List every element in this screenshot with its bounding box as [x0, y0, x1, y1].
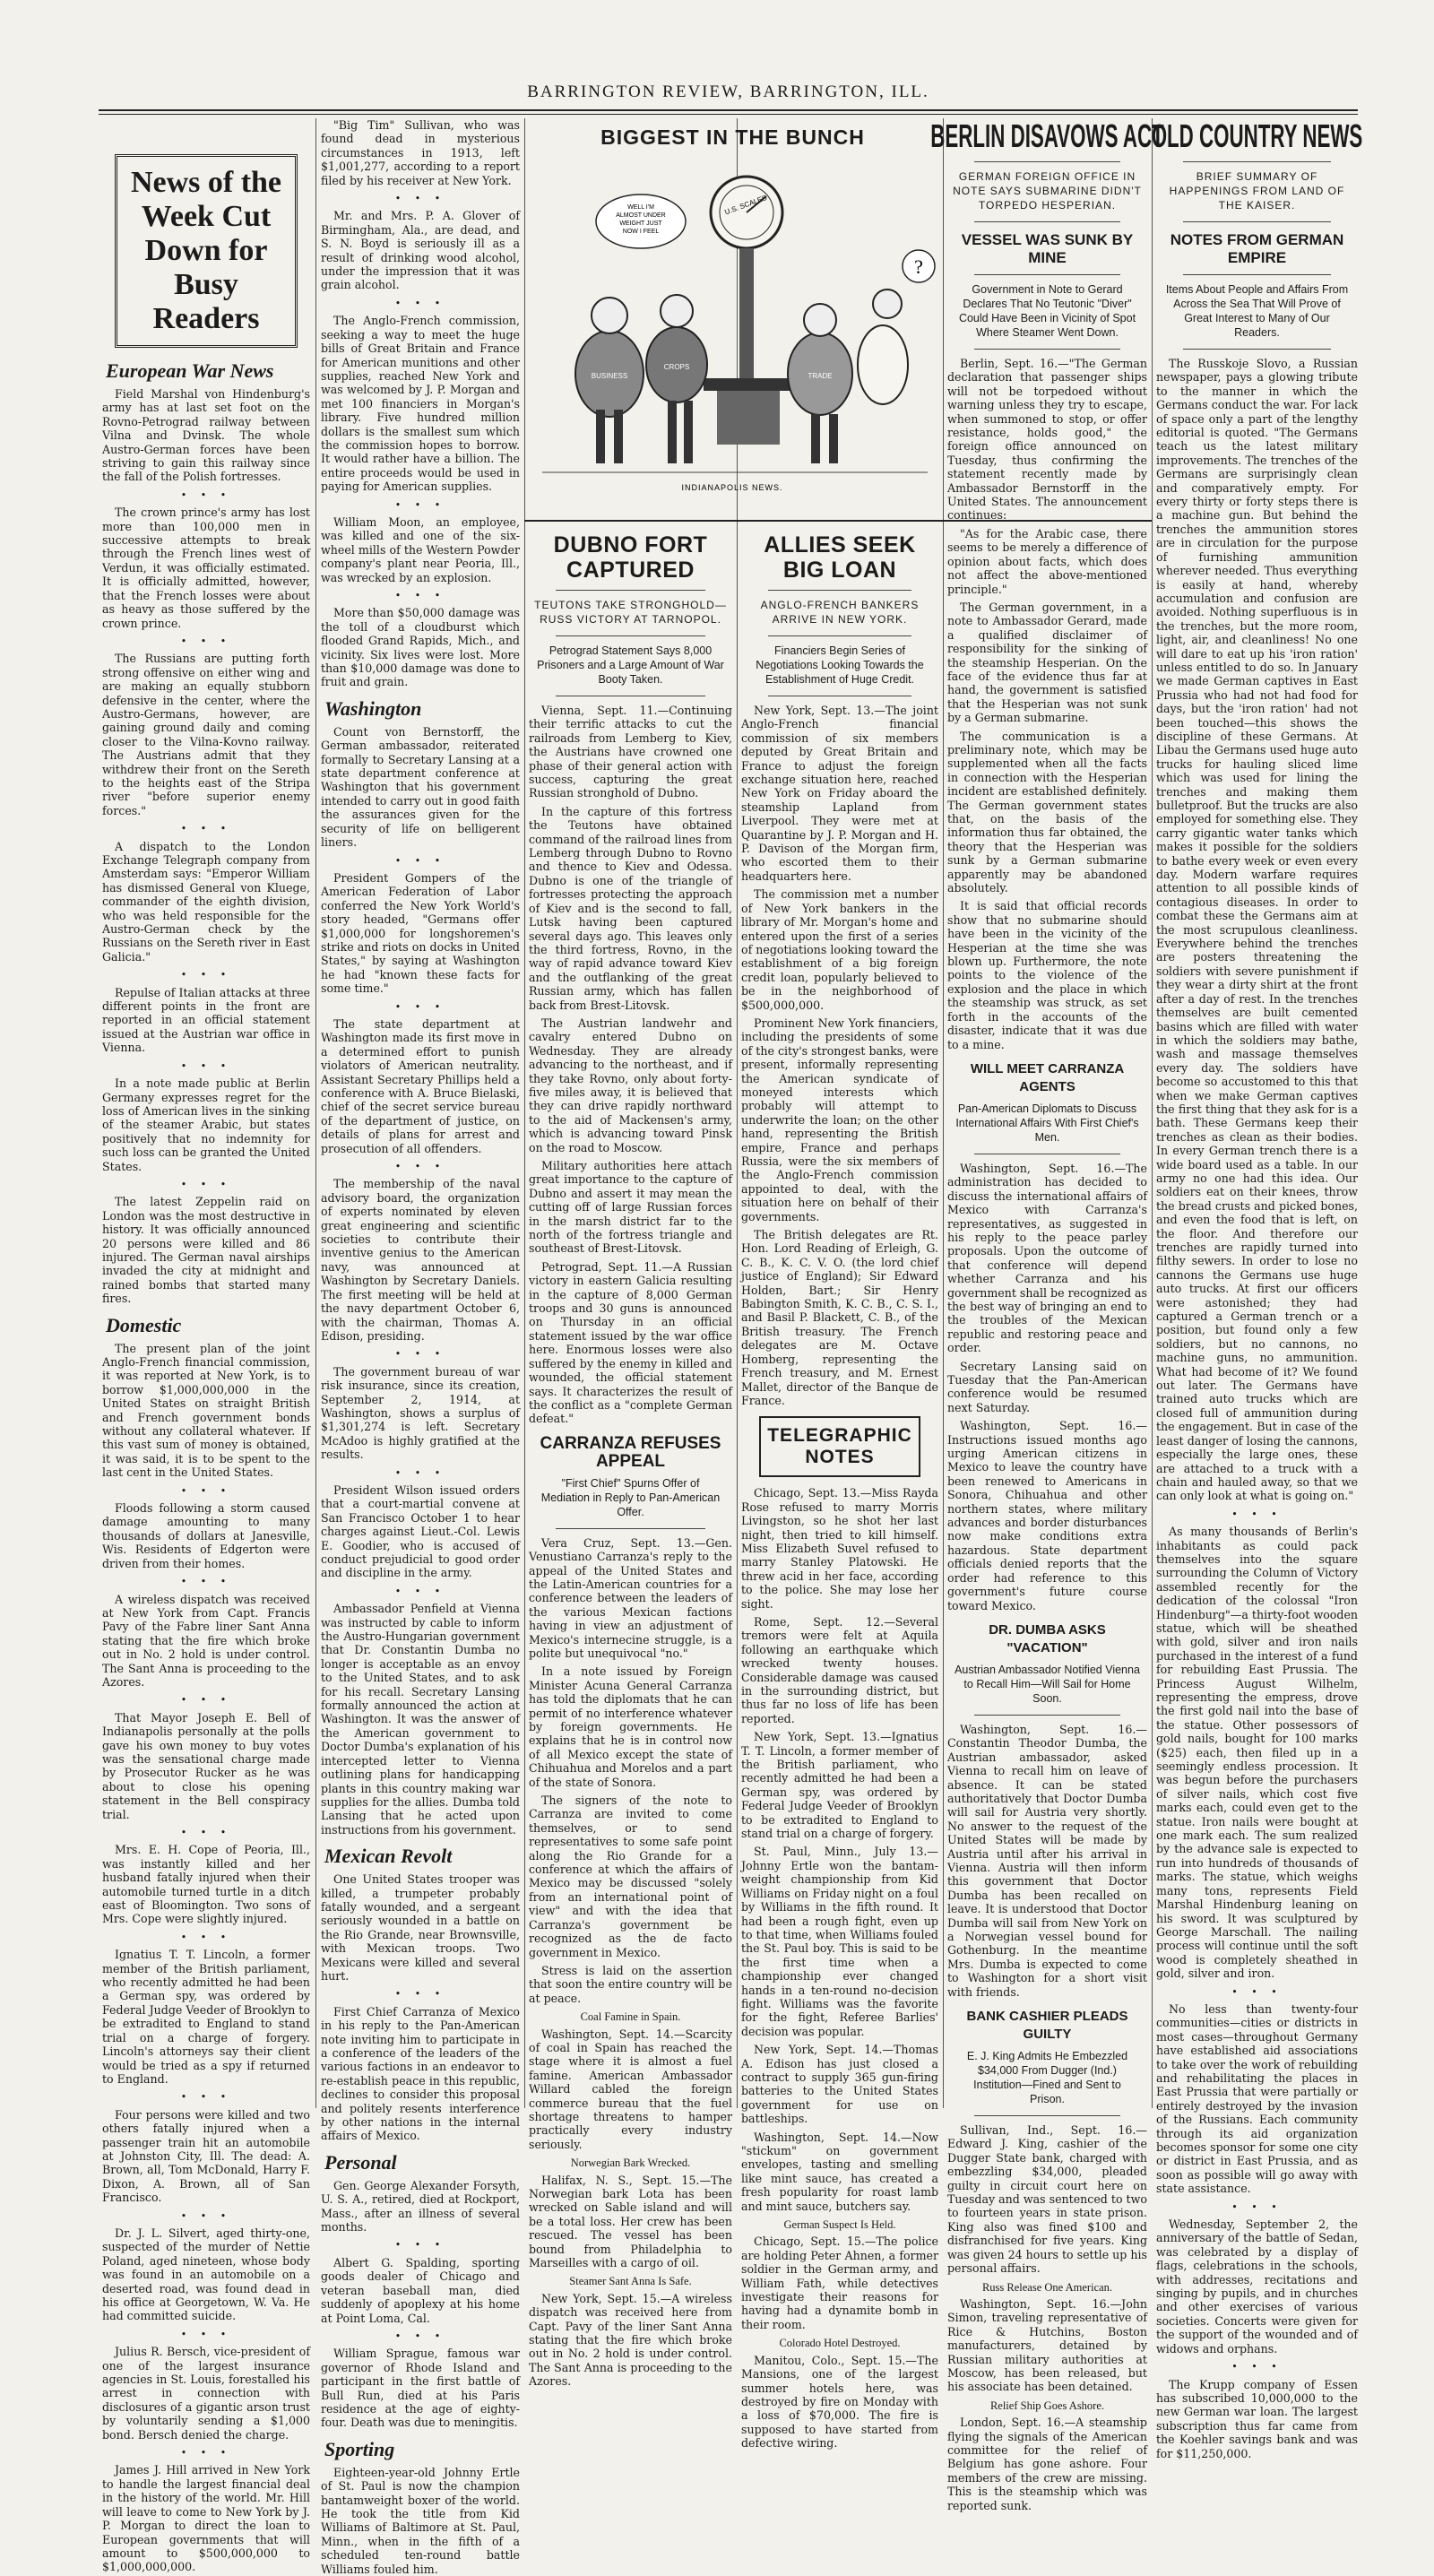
- deck: Government in Note to Gerard Declares That No Teutonic "Diver" Could Have Been in Vicinity of Spot Where Steamer Went Down.: [958, 283, 1136, 339]
- article-paragraph: New York, Sept. 13.—Ignatius T. T. Lincoln, a former member of the British parliament, who recently admitted he had been a German spy, was ordered by Federal Judge Veeder of Brooklyn to be extradited to England to stand trial on a charge of forgery.: [741, 1730, 938, 1841]
- article-paragraph: The Russians are putting forth strong offensive on either wing and are making an equally stubborn defensive in the center, where the Austro-Germans, however, are gaining ground daily and coming closer to the Vilna-Kovno railway. The Austrians admit that they withdrew their front on the Sereth to the heights east of the Stripa river "before superior enemy forces.": [102, 652, 310, 817]
- article-paragraph: Four persons were killed and two others fatally injured when a passenger train hit an automobile at Johnston City, Ill. The dead: A. Brown, all, Tom McDonald, Harry F. Dixon, A. Brown, all of San Francisco.: [102, 2107, 310, 2205]
- box-line: Down for: [144, 234, 268, 267]
- cartoon-illustration: [524, 150, 941, 508]
- article-paragraph: The German government, in a note to Ambassador Gerard, made a qualified disclaimer of responsibility for the sinking of the steamship Hesperian. On the face of the evidence thus far at hand, the government is satisfied that the Hesperian was not sunk by a German submarine.: [947, 600, 1147, 725]
- separator-dots: • • •: [180, 1576, 232, 1588]
- separator-dots: • • •: [1231, 1985, 1283, 1998]
- article-paragraph: Manitou, Colo., Sept. 15.—The Mansions, one of the largest summer hotels here, was destroyed by fire on Monday with a loss of $70,000. The fire is supposed to have started from defective wiring.: [741, 2353, 938, 2451]
- box-line: News of the: [130, 166, 282, 199]
- article-paragraph: William Moon, an employee, was killed and one of the six-wheel mills of the Western Powder company's plant near Peoria, Ill., was wrecked by an explosion.: [321, 514, 520, 584]
- separator-dots: • • •: [394, 193, 446, 205]
- section-heading: Sporting: [324, 2437, 395, 2460]
- article-paragraph: Stress is laid on the assertion that soon the entire country will be at peace.: [529, 1963, 732, 2005]
- item-heading: Colorado Hotel Destroyed.: [779, 2337, 901, 2350]
- section-heading: Domestic: [106, 1313, 182, 1336]
- article-paragraph: Gen. George Alexander Forsyth, U. S. A., retired, died at Rockport, Mass., after an illness of several months.: [321, 2178, 520, 2235]
- article-paragraph: The Krupp company of Essen has subscribed 10,000,000 to the new German war loan. The largest subscription thus far came from the Koehler savings bank and was for $11,250,000.: [1156, 2377, 1358, 2460]
- subheadline: GERMAN FOREIGN OFFICE IN NOTE SAYS SUBMARINE DIDN'T TORPEDO HESPERIAN.: [953, 170, 1142, 212]
- article-paragraph: "As for the Arabic case, there seems to be merely a difference of opinion about facts, which does not affect the above-mentioned principle.": [947, 526, 1147, 596]
- cartoon-credit: INDIANAPOLIS NEWS.: [681, 483, 783, 492]
- separator-dots: • • •: [180, 2209, 232, 2222]
- item-heading: Russ Release One American.: [981, 2280, 1113, 2294]
- article-paragraph: Washington, Sept. 16.—The administration has decided to discuss the international affairs of Mexico with Carranza's representatives, as suggested in his reply to the peace parley proposals. Upon the outcome of that conference will depend whether Carranza and his government shall be recognized as the best way of bringing an end to the troubles of the Mexican republic and restoring peace and order.: [947, 1161, 1148, 1355]
- article-paragraph: The membership of the naval advisory board, the organization of experts nominated by eleven great engineering and scientific societies to contribute their inventive genius to the American navy, was announced at Washington by Secretary Daniels. The first meeting will be held at the navy department October 6, with the chairman, Thomas A. Edison, presiding.: [321, 1177, 520, 1343]
- section-heading: European War News: [106, 359, 274, 382]
- article-paragraph: New York, Sept. 14.—Thomas A. Edison has just closed a contract to supply 365 gun-firing batteries to the United States government for use on battleships.: [741, 2043, 938, 2126]
- article-paragraph: President Gompers of the American Federation of Labor conferred the New York World's story headed, "Germans offer $1,000,000 for longshoremen's strike and riots on docks in United States," by saying at Washington he had "known these facts for some time.": [321, 870, 520, 996]
- headline: NOTES FROM GERMAN EMPIRE: [1170, 231, 1344, 266]
- article-paragraph: Washington, Sept. 16.—John Simon, traveling representative of Rice & Hutchins, Boston manufacturers, detained by Russian military authorities at Moscow, has been released, but his associate has been detained.: [947, 2296, 1147, 2394]
- article-paragraph: A dispatch to the London Exchange Telegraph company from Amsterdam says: "Emperor William has dismissed General von Kluege, commander of the eighth division, who was held responsible for the Austro-German check by the Russians on the Sereth river in East Galicia.": [102, 839, 310, 964]
- separator-dots: • • •: [394, 2239, 446, 2252]
- column-1: [102, 118, 310, 2574]
- article-paragraph: As many thousands of Berlin's inhabitants as could pack themselves into the square surrounding the Column of Victory assembled recently for the dedication of the colossal "Iron Hindenburg"—a thirty-foot wooden statue, which will be sheathed with gold, silver and iron nails purchased in the interest of a fund for rebuilding East Prussia. The Princess August Wilhelm, representing the empress, drove the first gold nail into the base of the statue. Other possessors of gold nails, bought for 100 marks ($25) each, then filed up in a seemingly endless procession. It was begun before the purchasers of silver nails, which cost five marks each, could even get to the statue. Iron nails were bought at one mark each. The sum realized by the advance sale is expected to run into hundreds of thousands of marks. The statue, which weighs many tons, represents Field Marshal Hindenburg leaning on his sword. It was sculptured by George Marschall. The nailing process will continue until the soft wood is completely sheathed in gold, silver and iron.: [1156, 1525, 1359, 1981]
- headline: ALLIES SEEK BIG LOAN: [764, 532, 916, 583]
- separator-dots: • • •: [394, 1466, 446, 1479]
- article-paragraph: Petrograd, Sept. 11.—A Russian victory in eastern Galicia resulting in the capture of 8,000 German troops and 30 guns is announced on Thursday in an official statement issued by the war office here. Enormous losses were also suffered by the enemy in killed and wounded, the official statement says. It characterizes the result of the conflict as a "complete German defeat.": [529, 1259, 732, 1426]
- head-rule: [974, 2115, 1120, 2116]
- column-4: [741, 527, 938, 2451]
- column-2: [321, 118, 520, 2576]
- question-mark: ?: [914, 255, 923, 278]
- article-paragraph: No less than twenty-four communities—cities or districts in most cases—throughout Germany have established aid associations to take over the work of rebuilding and rehabilitating the places in East Prussia that were partially or entirely destroyed by the invasion of the Russians. Each community through its aid organization becomes sponsor for some one city or district in East Prussia, and as soon as possible will go away with state assistance.: [1156, 2001, 1358, 2196]
- news-box-heading: [115, 154, 298, 348]
- article-paragraph: The state department at Washington made its first move in a determined effort to punish violators of American neutrality. Assistant Secretary Phillips held a conference with A. Bruce Bielaski, chief of the secret service bureau of the department of justice, on details of plans for arrest and prosecution of all offenders.: [321, 1016, 520, 1155]
- masthead-rule: [99, 109, 1358, 111]
- article-paragraph: Sullivan, Ind., Sept. 16.—Edward J. King, cashier of the Dugger State bank, charged with embezzling $34,000, pleaded guilty in circuit court here on Tuesday and was sentenced to two to fourteen years in state prison. King also was fined $100 and disfranchised for five years. King was given 24 hours to settle up his personal affairs.: [947, 2123, 1147, 2276]
- article-paragraph: President Wilson issued orders that a court-martial convene at San Francisco October 1 to hear charges against Lieut.-Col. Lewis E. Goodier, who is accused of conduct prejudicial to good order and discipline in the army.: [321, 1482, 520, 1580]
- article-paragraph: The present plan of the joint Anglo-French financial commission, it was reported at New York, is to borrow $1,000,000,000 in the United States on straight British and French government bonds without any collateral whatever. If this vast sum of money is obtained, it was said, it is to be spent to the last cent in the United States.: [102, 1341, 310, 1480]
- head-rule: [768, 590, 911, 591]
- column-divider: [943, 118, 944, 2108]
- article-paragraph: Military authorities here attach great importance to the capture of Dubno and assert it may mean the cutting off of large Russian forces in the marsh district far to the north of the fortress triangle and southeast of Brest-Litovsk.: [529, 1159, 732, 1256]
- article-paragraph: London, Sept. 16.—A steamship flying the signals of the American committee for the relief of Belgium has gone ashore. Four members of the crew are missing. This is the steamship which was reported sunk.: [947, 2416, 1147, 2512]
- article-paragraph: "Big Tim" Sullivan, who was found dead in mysterious circumstances in 1913, left $1,001,277, according to a report filed by his receiver at New York.: [321, 118, 520, 187]
- article-paragraph: Floods following a storm caused damage amounting to many thousands of dollars at Janesville, Wis. Residents of Edgerton were driven from their homes.: [102, 1501, 310, 1570]
- separator-dots: • • •: [180, 1484, 232, 1497]
- article-paragraph: The Russkoje Slovo, a Russian newspaper, pays a glowing tribute to the manner in which the Germans conduct the war. For lack of space only a part of the lengthy editorial is quoted. "The Germans teach us the latest military improvements. The trenches of the Germans are surprisingly clean and comparatively empty. For every thirty or forty steps there is a machine gun. But behind the trenches the ammunition stores are in circulation for the purpose of furnishing ammunition wherever needed. Thus everything is easily at hand, whereby accumulation and confusion are avoided. Nothing superfluous is in the trenches, but the more room, light, air, and cleanliness! No one will dare to eat up his 'iron ration' unless entitled to do so. In January we made German captives in East Prussia who had not had food for days, but the 'iron ration' had not been touched—this shows the discipline of these Germans. At Libau the Germans used huge auto trucks for hauling sliced lime which was used for lining the trenches and making them bulletproof. But the trucks are also employed for something else. They carry gigantic water tanks which makes it possible for the soldiers to bathe every week or even every day. Modern warfare requires attention to all possible kinds of contagious diseases. In order to combat these the Germans aim at the most scrupulous cleanliness. Everywhere behind the trenches are posters threatening the soldiers with severe punishment if they wear a dirty shirt at the front after a day of rest. In the trenches themselves are built cemented basins which are filled with water in which the soldiers may bathe, wash and massage themselves every day. The soldiers have become so accustomed to this that when we make German captives the first thing that they ask for is a bath. These Germans keep their trenches as clean as their bodies. In every German trench there is a wide board used as a table. In our army no one had this idea. Our soldiers eat on their knees, throw the bread crusts and picked bones, and even the food that is left, on the floor. And therefore our trenches are rapidly turned into filthy sewers. In order to lose no cannons the Germans use huge auto trucks. At first our officers were astonished; they had captured a German trench or a position, but found only a few soldiers, but no cannons, no machine guns, no ammunition. What had become of it? We found out later. The Germans have trained auto trucks which are closed full of ammunition during the engagement. But in case of the least danger of losing the cannons, especially the large ones, these are attached to a truck with a chain and hauled away, so that we can only look at what is going on.": [1156, 357, 1358, 1503]
- article-paragraph: One United States trooper was killed, a trumpeter probably fatally wounded, and a sergeant seriously wounded in a battle on the Rio Grande, near Brownsville, with Mexican troops. Two Mexicans were killed and several hurt.: [321, 1872, 520, 1983]
- separator-dots: • • •: [1231, 2200, 1283, 2213]
- scale-icon: [704, 177, 793, 445]
- item-heading: Norwegian Bark Wrecked.: [570, 2157, 691, 2170]
- masthead: BARRINGTON REVIEW, BARRINGTON, ILL.: [527, 82, 929, 101]
- deck: Financiers Begin Series of Negotiations Looking Towards the Establishment of Huge Credit.: [756, 644, 924, 686]
- headline: VESSEL WAS SUNK BY MINE: [961, 231, 1134, 266]
- sack-label: CROPS: [663, 363, 690, 371]
- separator-dots: • • •: [394, 297, 446, 309]
- article-paragraph: A wireless dispatch was received at New York from Capt. Francis Pavy of the Fabre liner Sant Anna stating that the fire which broke out in No. 2 hold is under control. The Sant Anna is proceeding to the Azores.: [102, 1592, 310, 1689]
- deck: Petrograd Statement Says 8,000 Prisoners and a Large Amount of War Booty Taken.: [537, 644, 724, 686]
- column-divider: [315, 118, 316, 2108]
- head-rule: [1183, 161, 1331, 162]
- article-paragraph: Washington, Sept. 16.—Instructions issued months ago urging American citizens in Mexico to leave the country have been renewed to Americans in Sonora, Chihuahua and other northern states, where military advances and border disturbances now make conditions extra hazardous. State department officials denied reports that the order had reference to this government's future course toward Mexico.: [947, 1419, 1147, 1612]
- article-paragraph: First Chief Carranza of Mexico in his reply to the Pan-American note inviting him to participate in a conference of the leaders of the various factions in an endeavor to re-establish peace in this republic, declines to consider this proposal and politely resents interference by other nations in the internal affairs of Mexico.: [321, 2004, 520, 2143]
- article-paragraph: The crown prince's army has lost more than 100,000 men in successive attempts to break through the French lines west of Verdun, it was officially estimated. It is officially admitted, however, that the French losses were about as heavy as those suffered by the crown prince.: [102, 506, 310, 630]
- column-6: [1151, 117, 1363, 2460]
- separator-dots: • • •: [394, 498, 446, 511]
- article-paragraph: New York, Sept. 15.—A wireless dispatch was received here from Capt. Pavy of the liner Sant Anna stating that the fire which broke out in No. 2 hold is under control. The Sant Anna is proceeding to the Azores.: [529, 2291, 732, 2389]
- item-heading: Steamer Sant Anna Is Safe.: [569, 2275, 692, 2288]
- article-paragraph: Halifax, N. S., Sept. 15.—The Norwegian bark Lota has been wrecked on Sable island and will be a total loss. Her crew has been rescued. The vessel has been bound from Philadelphia to Marseilles with a cargo of oil.: [529, 2173, 732, 2270]
- article-paragraph: New York, Sept. 13.—The joint Anglo-French financial commission of six members deputed by Great Britain and France to adjust the foreign exchange situation here, reached New York on Friday aboard the steamship Lapland from Liverpool. They were met at Quarantine by J. P. Morgan and H. P. Davison of the Morgan firm, who escorted them to their headquarters here.: [741, 704, 938, 883]
- separator-dots: • • •: [394, 854, 446, 867]
- article-paragraph: The British delegates are Rt. Hon. Lord Reading of Erleigh, G. C. B., K. C. V. O. (the lord chief justice of England); Sir Edward Holden, Bart.; Sir Henry Babington Smith, K. C. B., C. S. I., and Basil P. Blackett, C. B., of the British treasury. The French delegates are M. Octave Homberg, representing the French treasury, and M. Ernest Mallet, director of the Banque de France.: [741, 1228, 938, 1407]
- article-paragraph: The Austrian landwehr and cavalry entered Dubno on Wednesday. They are already advancing to the northeast, and if they take Rovno, only about forty-five miles away, it is believed that they can drive rapidly northward to the aid of Mackensen's army, which is advancing toward Pinsk on the road to Moscow.: [529, 1016, 732, 1154]
- separator-dots: • • •: [180, 1178, 232, 1190]
- deck: Pan-American Diplomats to Discuss International Affairs With First Chief's Men.: [955, 1102, 1139, 1144]
- article-paragraph: The commission met a number of New York bankers in the library of Mr. Morgan's home and entered upon the first of a series of negotiations looking toward the establishment of a big foreign credit loan, popularly believed to be in the neighborhood of $500,000,000.: [741, 887, 938, 1012]
- masthead-rule-thin: [99, 114, 1358, 115]
- column-5: [930, 117, 1164, 2512]
- editorial-cartoon: [524, 125, 941, 515]
- article-paragraph: The signers of the note to Carranza are invited to come themselves, or to send representatives to some safe point along the Rio Grande for a conference at which the affairs of Mexico may be discussed "solely from an international point of view" and with the idea that Carranza's government be recognized as the de facto government in Mexico.: [529, 1794, 732, 1959]
- article-paragraph: Ignatius T. T. Lincoln, a former member of the British parliament, who recently admitted he had been a German spy, was ordered by Federal Judge Veeder of Brooklyn to be extradited to England to stand trial on a charge of forgery. Lincoln's attorneys say their client would be tried as a spy if returned to England.: [102, 1948, 310, 2086]
- headline: CARRANZA REFUSES APPEAL: [540, 1433, 721, 1471]
- separator-dots: • • •: [180, 2447, 232, 2459]
- separator-dots: • • •: [180, 488, 232, 501]
- separator-dots: • • •: [180, 823, 232, 835]
- article-paragraph: Washington, Sept. 16.—Constantin Theodor Dumba, the Austrian ambassador, asked Vienna to recall him on leave of absence. It can be stated authoritatively that Doctor Dumba will sail for Austria very shortly. No answer to the request of the United States will be made by Austria until after his arrival in Vienna. Austria will then inform this government that Doctor Dumba has been recalled on leave. It is understood that Doctor Dumba will sail from New York on a Norwegian vessel bound for Gothenburg. In the meantime Mrs. Dumba is expected to come to Washington for a short visit with friends.: [947, 1722, 1147, 1999]
- bubble-line: ALMOST UNDER: [616, 212, 666, 219]
- separator-dots: • • •: [180, 1694, 232, 1707]
- article-paragraph: The communication is a preliminary note, which may be supplemented when all the facts in connection with the Hesperian incident are established definitely. The German government states that, on the basis of the information thus far obtained, the theory that the Hesperian was sunk by a German submarine apparently may be abandoned absolutely.: [947, 729, 1147, 895]
- head-rule: [556, 590, 705, 591]
- telegraphic-notes-box: [759, 1416, 920, 1477]
- subheadline: BRIEF SUMMARY OF HAPPENINGS FROM LAND OF THE KAISER.: [1169, 170, 1345, 212]
- separator-dots: • • •: [1231, 1508, 1283, 1520]
- article-paragraph: In a note issued by Foreign Minister Acuna General Carranza has told the diplomats that he can permit of no interference whatever by foreign governments. He explains that he is in control now of all Mexico except the state of Chihuahua and Morelos and a part of the state of Sonora.: [529, 1664, 732, 1789]
- head-rule: [974, 274, 1120, 275]
- article-paragraph: The Anglo-French commission, seeking a way to meet the huge bills of Great Britain and France for American munitions and other supplies, reached New York and was welcomed by J. P. Morgan and met 100 financiers in Morgan's library. Five hundred million dollars is the smallest sum which the commission hopes to borrow. It would rather have a billion. The entire proceeds would be used in paying for American supplies.: [321, 314, 520, 494]
- article-paragraph: Albert G. Spalding, sporting goods dealer of Chicago and veteran baseball man, died suddenly of apoplexy at his home at Point Loma, Cal.: [321, 2255, 520, 2325]
- article-paragraph: That Mayor Joseph E. Bell of Indianapolis personally at the polls gave his own money to buy votes was the sensational charge made by Prosecutor Rucker as he was about to close his opening statement in the Bell conspiracy trial.: [102, 1710, 310, 1821]
- head-rule: [768, 635, 911, 636]
- separator-dots: • • •: [180, 2091, 232, 2104]
- article-paragraph: Berlin, Sept. 16.—"The German declaration that passenger ships will not be torpedoed without warning unless they try to escape, when summoned to stop, or offer resistance, holds good," the foreign office announced on Tuesday, thus confirming the statement recently made by Ambassador Bernstorff in the United States. The announcement continues:: [947, 357, 1147, 523]
- article-paragraph: William Sprague, famous war governor of Rhode Island and participant in the first battle of Bull Run, died at his Paris residence at the age of eighty-four. Death was due to meningitis.: [321, 2347, 520, 2430]
- head-rule: [1183, 274, 1331, 275]
- sack-label: TRADE: [808, 372, 833, 380]
- head-rule: [556, 1528, 705, 1529]
- bubble-line: WELL I'M: [627, 204, 654, 211]
- article-paragraph: In a note made public at Berlin Germany expresses regret for the loss of American lives in the sinking of the steamer Arabic, but states positively that no indemnity for such loss can be granted the United States.: [102, 1076, 310, 1173]
- head-rule: [974, 349, 1120, 350]
- column-divider: [1152, 118, 1153, 2108]
- section-heading: Mexican Revolt: [324, 1845, 453, 1868]
- headline: DR. DUMBA ASKS "VACATION": [989, 1621, 1106, 1655]
- separator-dots: • • •: [180, 2328, 232, 2340]
- article-paragraph: Mrs. E. H. Cope of Peoria, Ill., was instantly killed and her husband fatally injured when their automobile turned turtle in a ditch east of Bloomington. Two sons of Mrs. Cope were slightly injured.: [102, 1843, 310, 1926]
- article-paragraph: James J. Hill arrived in New York to handle the largest financial deal in the history of the world. Mr. Hill will leave to come to New York by J. P. Morgan to direct the loan to European governments that will amount to $500,000,000 to $1,000,000,000.: [102, 2463, 310, 2574]
- headline: BANK CASHIER PLEADS GUILTY: [966, 2009, 1128, 2043]
- article-paragraph: Vienna, Sept. 11.—Continuing their terrific attacks to cut the railroads from Lemberg to Kiev, the Austrians have crowned one phase of their general action with success, capturing the great Russian stronghold of Dubno.: [529, 704, 732, 800]
- box-line: Busy Readers: [152, 268, 260, 335]
- separator-dots: • • •: [394, 1161, 446, 1173]
- section-heading: Washington: [324, 696, 422, 720]
- headline: OLD COUNTRY NEWS: [1151, 117, 1363, 154]
- head-rule: [556, 635, 705, 636]
- separator-dots: • • •: [1231, 2361, 1283, 2373]
- article-paragraph: Field Marshal von Hindenburg's army has at last set foot on the Rovno-Petrograd railway between Vilna and Dvinsk. The whole Austro-German forces have been striving to gain this railway since the fall of the Polish fortresses.: [102, 387, 310, 484]
- separator-dots: • • •: [180, 1059, 232, 1072]
- bubble-line: NOW I FEEL: [622, 229, 660, 235]
- sack-label: BUSINESS: [591, 372, 628, 380]
- separator-dots: • • •: [394, 1988, 446, 2001]
- article-paragraph: Chicago, Sept. 15.—The police are holding Peter Ahnen, a former soldier in the German army, and William Fath, while detectives investigate their reasons for having had a dynamite bomb in their room.: [741, 2235, 938, 2331]
- separator-dots: • • •: [180, 969, 232, 981]
- article-paragraph: Repulse of Italian attacks at three different points in the front are reported in an official statement issued at the Austrian war office in Vienna.: [102, 985, 310, 1055]
- article-paragraph: More than $50,000 damage was the toll of a cloudburst which flooded Grand Rapids, Mich., and vicinity. Six lives were lost. More than $10,000 damage was done to fruit and grain.: [321, 606, 520, 689]
- article-paragraph: Eighteen-year-old Johnny Ertle of St. Paul is now the champion bantamweight boxer of the world. He took the title from Kid Williams of Baltimore at St. Paul, Minn., when in the fifth of a scheduled ten-round battle Williams fouled him.: [321, 2465, 520, 2576]
- scale-label: U.S. SCALES: [723, 193, 768, 217]
- article-paragraph: Mr. and Mrs. P. A. Glover of Birmingham, Ala., are dead, and S. N. Boyd is seriously ill as a result of drinking wood alcohol, under the impression that it was grain alcohol.: [321, 209, 520, 292]
- article-paragraph: In the capture of this fortress the Teutons have obtained command of the railroad lines from Lemberg through Dubno to Rovno and thence to Kiev and Odessa. Dubno is one of the triangle of fortresses protecting the approach of Kiev and is the second to fall, Lutsk having been captured several days ago. This leaves only the third fortress, Rovno, in the way of rapid advance toward Kiev and the outflanking of the great Russian army, which has fallen back from Brest-Litovsk.: [529, 804, 732, 1012]
- item-heading: Coal Famine in Spain.: [580, 2010, 681, 2024]
- box-line: TELEGRAPHIC: [767, 1425, 912, 1447]
- item-heading: Relief Ship Goes Ashore.: [989, 2399, 1105, 2412]
- headline: BERLIN DISAVOWS ACT: [930, 117, 1164, 154]
- article-paragraph: The latest Zeppelin raid on London was the most destructive in history. It was officially announced 20 persons were killed and 86 injured. The German naval airships invaded the city at midnight and rained bombs that started many fires.: [102, 1195, 310, 1306]
- article-paragraph: Washington, Sept. 14.—Now "stickum" on government envelopes, tasting and smelling like mint sauce, has created a fresh popularity for roast lamb and mint sauce, butchers say.: [741, 2130, 938, 2213]
- separator-dots: • • •: [394, 590, 446, 601]
- article-paragraph: Rome, Sept. 12.—Several tremors were felt at Aquila following an earthquake which wrecked twenty houses. Considerable damage was caused in the surrounding district, but thus far no loss of life has been reported.: [741, 1614, 938, 1725]
- head-rule: [1183, 349, 1331, 350]
- head-rule: [974, 161, 1120, 162]
- head-rule: [974, 221, 1120, 222]
- article-paragraph: Wednesday, September 2, the anniversary of the battle of Sedan, was celebrated by a display of flags, celebrations in the schools, with addresses, recitations and singing by pupils, and in churches and other exercises of various societies. Concerts were given for the support of the wounded and of widows and orphans.: [1156, 2217, 1358, 2356]
- item-heading: German Suspect Is Held.: [783, 2218, 896, 2232]
- separator-dots: • • •: [180, 1931, 232, 1943]
- article-paragraph: St. Paul, Minn., July 13.—Johnny Ertle won the bantam-weight championship from Kid Williams on Friday night on a foul by Williams in the fifth round. It had been a rough fight, even up to that time, when Williams fouled the St. Paul boy. This is said to be the first time when a championship ever changed hands in a ten-round no-decision fight. Williams was the favorite for the fight, Referee Barlies' decision was popular.: [741, 1845, 938, 2038]
- separator-dots: • • •: [394, 1000, 446, 1013]
- headline: WILL MEET CARRANZA AGENTS: [970, 1060, 1125, 1094]
- article-paragraph: Dr. J. L. Silvert, aged thirty-one, suspected of the murder of Nettie Poland, aged nineteen, whose body was found in an automobile on a deserted road, was found dead in his office at Georgetown, W. Va. He had committed suicide.: [102, 2226, 310, 2323]
- article-paragraph: Julius R. Bersch, vice-president of one of the largest insurance agencies in St. Louis, forestalled his arrest in connection with disclosures of a gigantic arson trust by voluntarily sending a $1,000 bond. Bersch denied the charge.: [102, 2345, 310, 2442]
- separator-dots: • • •: [394, 1585, 446, 1597]
- article-paragraph: Count von Bernstorff, the German ambassador, reiterated formally to Secretary Lansing at a state department conference at Washington that his government intended to carry out in good faith the assurances given for the security of life on belligerent liners.: [321, 724, 520, 850]
- article-paragraph: It is said that official records show that no submarine should have been in the vicinity of the Hesperian at the time she was blown up. Furthermore, the note points to the violence of the explosion and the place in which the steamship was struck, as set forth in the accounts of the disaster, indicate that it was due to a mine.: [947, 899, 1147, 1051]
- deck: Austrian Ambassador Notified Vienna to Recall Him—Will Sail for Home Soon.: [955, 1663, 1140, 1705]
- article-paragraph: Washington, Sept. 14.—Scarcity of coal in Spain has reached the stage where it is almost a fuel famine. American Ambassador Willard cabled the foreign commerce bureau that the fuel shortage threatens to hamper practically every industry seriously.: [529, 2027, 732, 2151]
- separator-dots: • • •: [180, 635, 232, 647]
- head-rule: [1183, 221, 1331, 222]
- headline: DUBNO FORT CAPTURED: [553, 532, 708, 583]
- subheadline: ANGLO-FRENCH BANKERS ARRIVE IN NEW YORK.: [760, 599, 920, 626]
- article-paragraph: Vera Cruz, Sept. 13.—Gen. Venustiano Carranza's reply to the appeal of the United States and the Latin-American countries for a conference between the leaders of the various Mexican factions having in view an adjustment of Mexico's internecine struggle, is a polite but unequivocal "no.": [529, 1535, 732, 1660]
- box-line: NOTES: [805, 1447, 875, 1468]
- bubble-line: WEIGHT JUST: [619, 220, 662, 227]
- article-paragraph: Chicago, Sept. 13.—Miss Rayda Rose refused to marry Morris Livingston, so he shot her last night, then tried to kill himself. Miss Elizabeth Suvel refused to marry Stanley Platowski. He threw acid in her face, according to the police. She may lose her sight.: [741, 1486, 938, 1611]
- deck: Items About People and Affairs From Across the Sea That Will Prove of Great Interest to Many of Our Readers.: [1165, 283, 1349, 339]
- head-rule: [974, 1715, 1120, 1716]
- article-paragraph: Ambassador Penfield at Vienna was instructed by cable to inform the Austro-Hungarian government that Dr. Constantin Dumba no longer is acceptable as an envoy to the United States, and to ask for his recall. Secretary Lansing formally announced the action at Washington. It was the answer of the American government to Doctor Dumba's explanation of his intercepted letter to Vienna outlining plans for handicapping plants in this country making war supplies for the allies. Dumba told Lansing that he acted upon instructions from his government.: [321, 1602, 520, 1837]
- section-heading: Personal: [324, 2150, 397, 2174]
- column-3: [529, 527, 732, 2389]
- separator-dots: • • •: [180, 1827, 232, 1838]
- subheadline: TEUTONS TAKE STRONGHOLD—RUSS VICTORY AT TARNOPOL.: [534, 599, 727, 626]
- box-line: Week Cut: [141, 200, 272, 233]
- separator-dots: • • •: [394, 2330, 446, 2342]
- deck: E. J. King Admits He Embezzled $34,000 From Dugger (Ind.) Institution—Fined and Sent to Prison.: [966, 2050, 1128, 2106]
- separator-dots: • • •: [394, 1348, 446, 1361]
- cartoon-title: BIGGEST IN THE BUNCH: [600, 125, 865, 149]
- article-paragraph: Prominent New York financiers, including the presidents of some of the city's strongest banks, were present, informally representing the American syndicate of moneyed interests which probably will attempt to underwrite the loan; on the other hand, representing the British empire, France and perhaps Russia, were the six members of the Anglo-French commission appointed to deal, with the situation here on behalf of their governments.: [741, 1016, 938, 1223]
- article-paragraph: The government bureau of war risk insurance, since its creation, September 2, 1914, at Washington, shows a surplus of $1,301,274 is left. Secretary McAdoo is highly gratified at the results.: [321, 1364, 520, 1462]
- deck: "First Chief" Spurns Offer of Mediation in Reply to Pan-American Offer.: [540, 1476, 721, 1518]
- article-paragraph: Secretary Lansing said on Tuesday that the Pan-American conference would be resumed next Saturday.: [947, 1359, 1147, 1414]
